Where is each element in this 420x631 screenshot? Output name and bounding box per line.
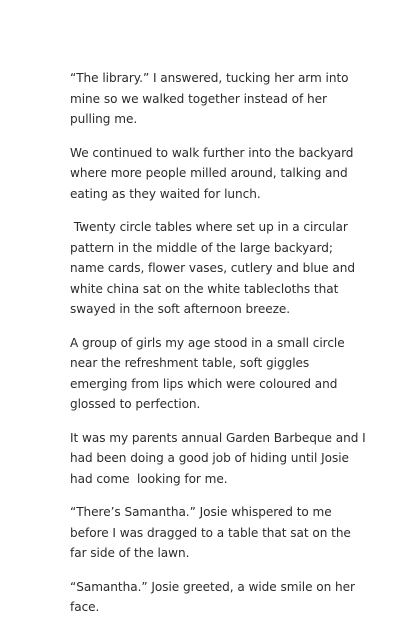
paragraph-3: Twenty circle tables where set up in a circular pattern in the middle of the large backyard; name cards, flower vases, cutlery and blue and white china sat on the white tablecloths that swayed in the soft afternoon breeze. [70,220,359,316]
body-text [70,68,370,631]
paragraph-5: It was my parents annual Garden Barbeque and I had been doing a good job of hiding until Josie had come looking for me. [70,430,370,486]
paragraph-6: “There’s Samantha.” Josie whispered to me before I was dragged to a table that sat on the far side of the lawn. [70,505,355,560]
paragraph-2: We continued to walk further into the backyard where more people milled around, talking and eating as they waited for lunch. [70,145,358,201]
paragraph-4: A group of girls my age stood in a small circle near the refreshment table, soft giggles emerging from lips which were coloured and glossed to perfection. [70,335,349,411]
paragraph-1: “The library.” I answered, tucking her arm into mine so we walked together instead of her pulling me. [70,71,353,126]
paragraph-7: “Samantha.” Josie greeted, a wide smile on her face. [70,579,359,614]
